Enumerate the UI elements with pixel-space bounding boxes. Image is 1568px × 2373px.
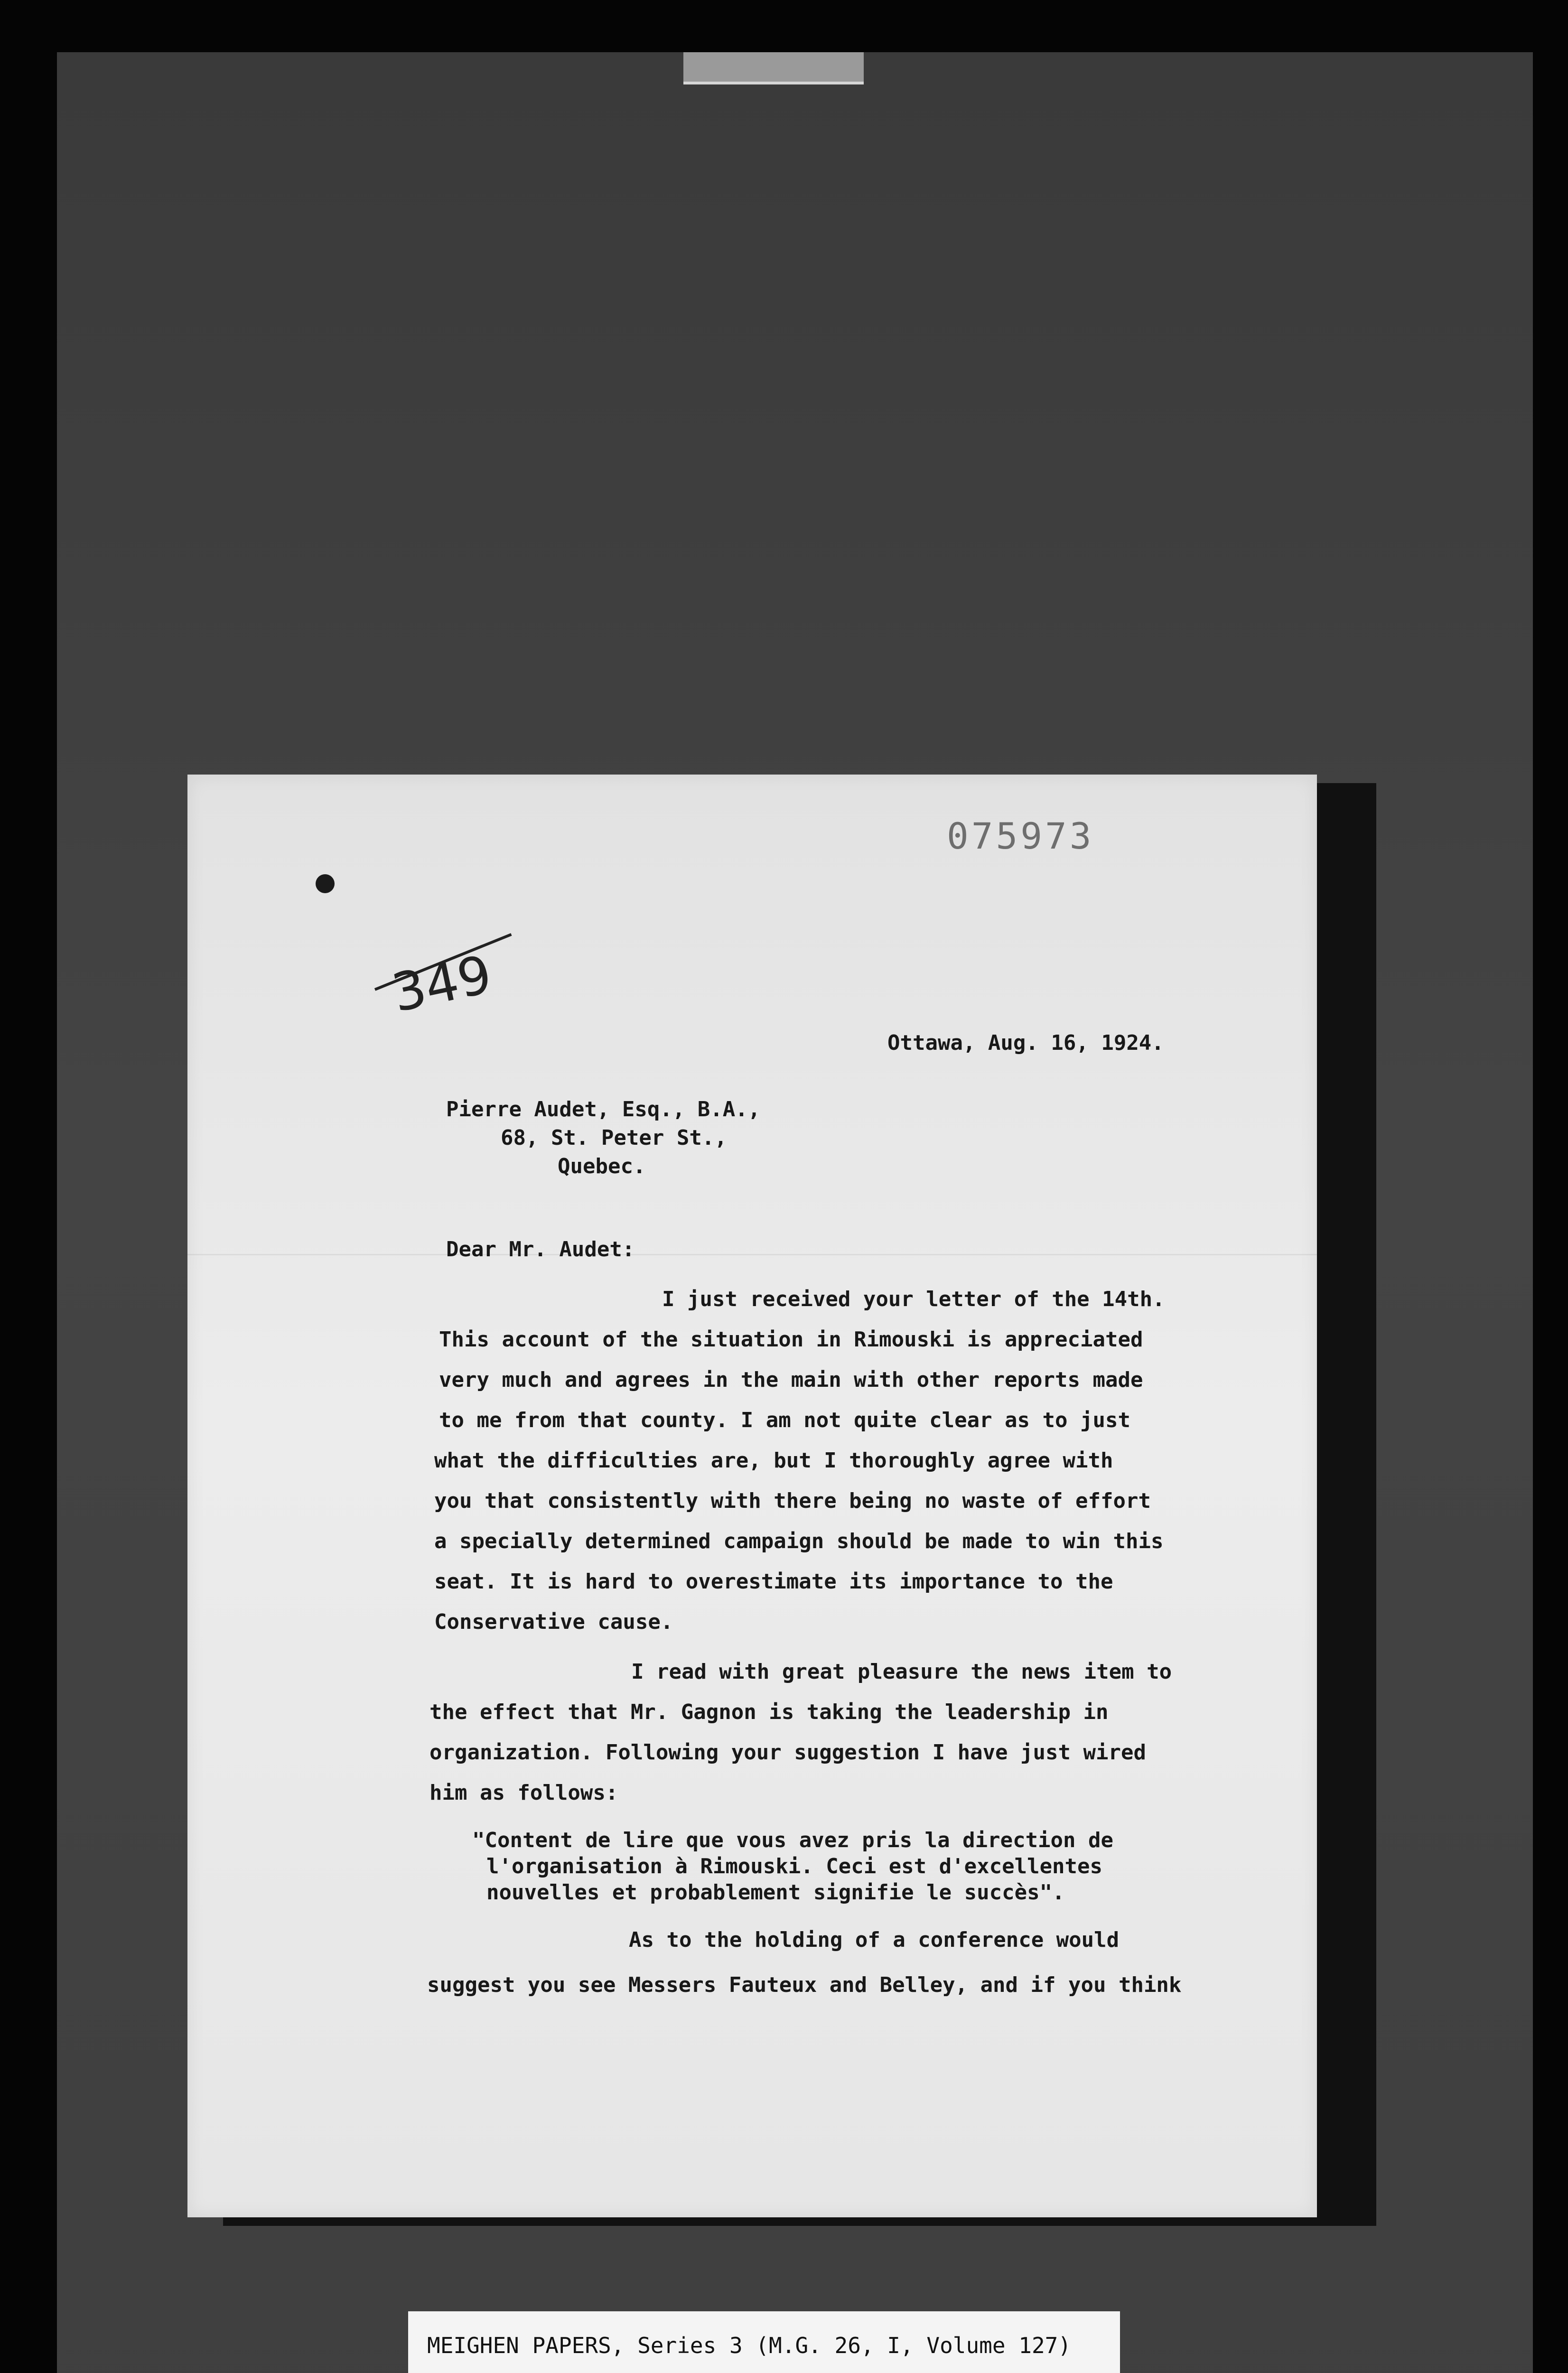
collection-label bbox=[408, 2311, 1120, 2373]
closing-line: suggest you see Messers Fauteux and Belley, and if you think bbox=[427, 1973, 1182, 1997]
quote-line: "Content de lire que vous avez pris la direction de bbox=[472, 1828, 1114, 1852]
punch-hole bbox=[316, 874, 335, 893]
body-line: organization. Following your suggestion I have just wired bbox=[429, 1740, 1146, 1765]
body-line: a specially determined campaign should be made to win this bbox=[434, 1529, 1164, 1553]
address-line: 68, St. Peter St., bbox=[501, 1126, 727, 1150]
fold-line bbox=[187, 1254, 1317, 1255]
body-line: to me from that county. I am not quite clear as to just bbox=[439, 1408, 1130, 1432]
body-line: the effect that Mr. Gagnon is taking the leadership in bbox=[429, 1700, 1109, 1724]
closing-line: As to the holding of a conference would bbox=[629, 1928, 1120, 1952]
quote-line: nouvelles et probablement signifie le succès". bbox=[486, 1880, 1065, 1905]
quote-line: l'organisation à Rimouski. Ceci est d'excellentes bbox=[486, 1854, 1103, 1878]
body-line: very much and agrees in the main with other reports made bbox=[439, 1368, 1143, 1392]
body-line: him as follows: bbox=[429, 1781, 618, 1805]
address-line: Quebec. bbox=[558, 1154, 646, 1178]
address-line: Pierre Audet, Esq., B.A., bbox=[446, 1097, 761, 1121]
dateline: Ottawa, Aug. 16, 1924. bbox=[887, 1031, 1164, 1055]
body-line: what the difficulties are, but I thoroughly agree with bbox=[434, 1448, 1113, 1473]
body-line: seat. It is hard to overestimate its importance to the bbox=[434, 1570, 1113, 1594]
body-line: This account of the situation in Rimouski is appreciated bbox=[439, 1327, 1143, 1352]
body-line: Conservative cause. bbox=[434, 1610, 673, 1634]
top-clip bbox=[683, 52, 864, 84]
body-line: you that consistently with there being no waste of effort bbox=[434, 1489, 1151, 1513]
collection-label-text: MEIGHEN PAPERS, Series 3 (M.G. 26, I, Volume 127) bbox=[427, 2333, 1072, 2358]
body-line: I read with great pleasure the news item to bbox=[631, 1660, 1172, 1684]
body-line: I just received your letter of the 14th. bbox=[662, 1287, 1165, 1311]
salutation: Dear Mr. Audet: bbox=[446, 1237, 635, 1261]
document-number: 075973 bbox=[947, 815, 1094, 857]
handwritten-page-number: 349 bbox=[387, 944, 497, 1024]
typed-letter bbox=[187, 775, 1317, 2217]
